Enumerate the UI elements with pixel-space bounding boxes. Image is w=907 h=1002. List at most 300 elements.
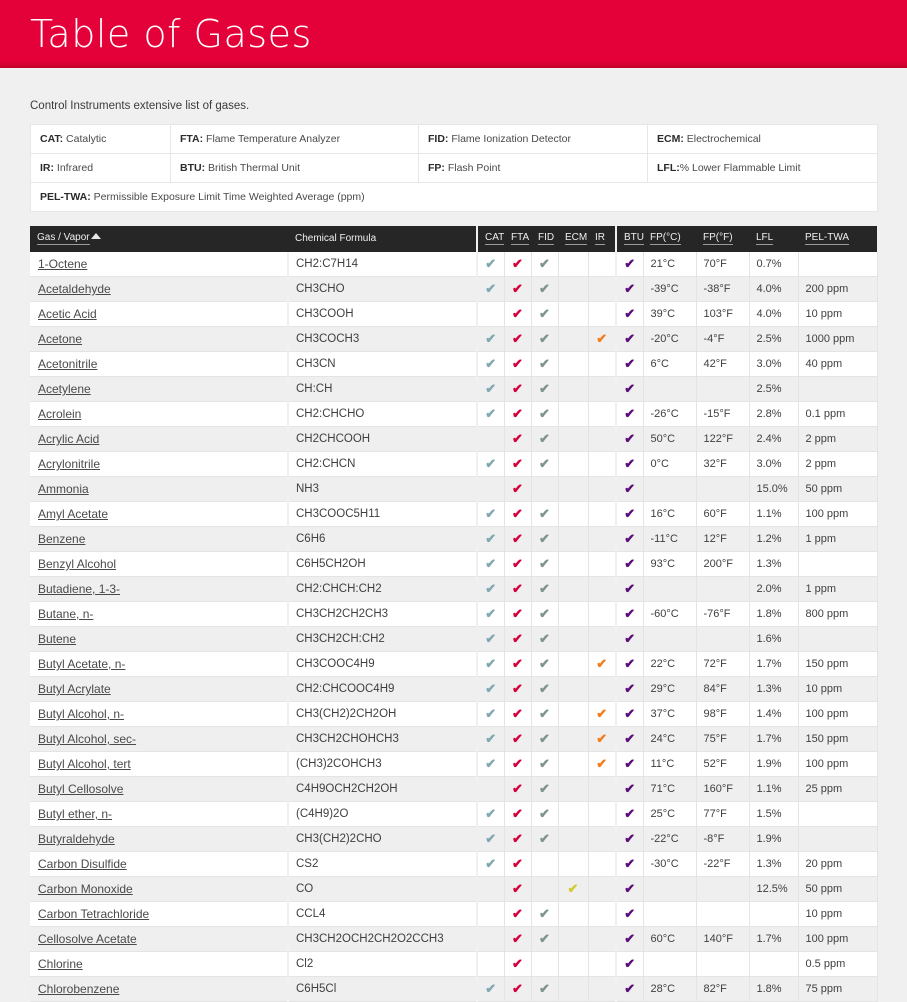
check-icon: ✔: [539, 656, 550, 671]
ecm-check-cell: [558, 502, 588, 527]
gas-name-link[interactable]: Butyl Acrylate: [38, 682, 111, 696]
gas-name-cell: [30, 827, 288, 852]
fpc-cell: 50°C: [643, 427, 696, 452]
check-icon: ✔: [624, 431, 636, 446]
check-icon: ✔: [485, 756, 497, 771]
table-row: [30, 752, 877, 777]
check-icon: ✔: [485, 656, 497, 671]
cat-check-cell: [477, 802, 504, 827]
fpc-cell: [643, 877, 696, 902]
chemical-formula-cell: CH3COOC4H9: [288, 652, 477, 677]
ir-check-cell: [588, 877, 616, 902]
fta-check-cell: [504, 352, 531, 377]
check-icon: ✔: [485, 406, 497, 421]
ecm-check-cell: [558, 602, 588, 627]
check-icon: ✔: [567, 881, 579, 896]
check-icon: ✔: [512, 781, 523, 796]
btu-check-cell: [616, 477, 643, 502]
pel-cell: [798, 252, 877, 277]
gas-name-link[interactable]: Acetone: [38, 332, 83, 346]
check-icon: ✔: [485, 331, 497, 346]
lfl-cell: [749, 902, 798, 927]
table-row: [30, 902, 877, 927]
column-header-lfl[interactable]: [749, 226, 798, 252]
fid-check-cell: [531, 352, 558, 377]
fpc-cell: -30°C: [643, 852, 696, 877]
fid-check-cell: [531, 452, 558, 477]
ir-check-cell: [588, 577, 616, 602]
column-header-gas[interactable]: [30, 226, 288, 252]
gas-name-cell: [30, 902, 288, 927]
ecm-check-cell: [558, 702, 588, 727]
chemical-formula-cell: CO: [288, 877, 477, 902]
table-row: [30, 252, 877, 277]
gas-name-link[interactable]: Chlorobenzene: [38, 982, 120, 996]
pel-cell: [798, 627, 877, 652]
ecm-check-cell: [558, 877, 588, 902]
fpf-cell: 160°F: [696, 777, 749, 802]
table-row: [30, 802, 877, 827]
cat-check-cell: [477, 527, 504, 552]
check-icon: ✔: [624, 706, 636, 721]
legend-abbr: PEL-TWA:: [40, 191, 91, 203]
btu-check-cell: [616, 377, 643, 402]
fta-check-cell: [504, 602, 531, 627]
gas-name-link[interactable]: Carbon Disulfide: [38, 857, 127, 871]
check-icon: ✔: [624, 581, 636, 596]
fpc-cell: 39°C: [643, 302, 696, 327]
check-icon: ✔: [512, 481, 523, 496]
gas-name-cell: [30, 577, 288, 602]
chemical-formula-cell: CH3CH2CHOHCH3: [288, 727, 477, 752]
chemical-formula-cell: CH2:CHCHO: [288, 402, 477, 427]
column-header-label: CAT: [485, 232, 505, 243]
sort-ascending-icon[interactable]: [91, 233, 101, 239]
ir-check-cell: [588, 977, 616, 1002]
check-icon: ✔: [512, 606, 523, 621]
gas-name-link[interactable]: Ammonia: [38, 482, 89, 496]
check-icon: ✔: [539, 556, 550, 571]
gas-name-link[interactable]: Butene: [38, 632, 77, 646]
fid-check-cell: [531, 277, 558, 302]
fta-check-cell: [504, 477, 531, 502]
lfl-cell: 3.0%: [749, 352, 798, 377]
fid-check-cell: [531, 552, 558, 577]
pel-cell: 100 ppm: [798, 502, 877, 527]
fpf-cell: 52°F: [696, 752, 749, 777]
chemical-formula-cell: CH3CH2CH2CH3: [288, 602, 477, 627]
column-header-cat[interactable]: [477, 226, 504, 252]
fpf-cell: 72°F: [696, 652, 749, 677]
fpf-cell: -38°F: [696, 277, 749, 302]
check-icon: ✔: [512, 381, 523, 396]
gas-name-link[interactable]: Butadiene, 1-3-: [38, 582, 121, 596]
fpc-cell: 16°C: [643, 502, 696, 527]
ir-check-cell: [588, 477, 616, 502]
column-header-formula[interactable]: [288, 226, 477, 252]
fta-check-cell: [504, 652, 531, 677]
fpc-cell: 24°C: [643, 727, 696, 752]
gas-name-link[interactable]: Butane, n-: [38, 607, 94, 621]
gas-name-link[interactable]: Carbon Tetrachloride: [38, 907, 150, 921]
fpc-cell: [643, 952, 696, 977]
check-icon: ✔: [624, 606, 636, 621]
check-icon: ✔: [512, 581, 523, 596]
column-header-fta[interactable]: [504, 226, 531, 252]
column-header-ecm[interactable]: [558, 226, 588, 252]
fpf-cell: 82°F: [696, 977, 749, 1002]
page-title: Table of Gases: [30, 12, 312, 56]
fid-check-cell: [531, 602, 558, 627]
lfl-cell: 2.0%: [749, 577, 798, 602]
gas-name-link[interactable]: Acrylonitrile: [38, 457, 101, 471]
chemical-formula-cell: CH3COCH3: [288, 327, 477, 352]
pel-cell: 100 ppm: [798, 752, 877, 777]
cat-check-cell: [477, 677, 504, 702]
gas-name-link[interactable]: Carbon Monoxide: [38, 882, 133, 896]
legend-definition: % Lower Flammable Limit: [679, 162, 801, 174]
ir-check-cell: [588, 677, 616, 702]
pel-cell: 50 ppm: [798, 477, 877, 502]
fpc-cell: 28°C: [643, 977, 696, 1002]
fta-check-cell: [504, 327, 531, 352]
lfl-cell: 1.5%: [749, 802, 798, 827]
fpf-cell: -22°F: [696, 852, 749, 877]
cat-check-cell: [477, 702, 504, 727]
column-header-ir[interactable]: [588, 226, 616, 252]
gas-name-link[interactable]: Acetaldehyde: [38, 282, 111, 296]
table-row: [30, 577, 877, 602]
gas-name-cell: [30, 677, 288, 702]
fta-check-cell: [504, 402, 531, 427]
pel-cell: 40 ppm: [798, 352, 877, 377]
column-header-label: PEL-TWA: [805, 232, 850, 243]
table-row: [30, 627, 877, 652]
ir-check-cell: [588, 602, 616, 627]
fpf-cell: [696, 952, 749, 977]
ir-check-cell: [588, 252, 616, 277]
fid-check-cell: [531, 627, 558, 652]
btu-check-cell: [616, 952, 643, 977]
table-row: [30, 477, 877, 502]
check-icon: ✔: [539, 781, 550, 796]
ecm-check-cell: [558, 252, 588, 277]
gas-name-link[interactable]: Acetic Acid: [38, 307, 97, 321]
lfl-cell: 1.7%: [749, 927, 798, 952]
ecm-check-cell: [558, 802, 588, 827]
cat-check-cell: [477, 302, 504, 327]
ecm-check-cell: [558, 427, 588, 452]
gas-name-cell: [30, 302, 288, 327]
ir-check-cell: [588, 702, 616, 727]
column-header-label: Gas / Vapor: [37, 232, 90, 243]
table-row: [30, 877, 877, 902]
check-icon: ✔: [485, 706, 497, 721]
legend-definition: Electrochemical: [683, 133, 761, 145]
fid-check-cell: [531, 252, 558, 277]
pel-cell: [798, 827, 877, 852]
table-row: [30, 552, 877, 577]
check-icon: ✔: [512, 256, 523, 271]
legend-abbr: FTA:: [180, 133, 204, 145]
lfl-cell: 1.9%: [749, 752, 798, 777]
gas-name-cell: [30, 252, 288, 277]
btu-check-cell: [616, 527, 643, 552]
chemical-formula-cell: CH2:C7H14: [288, 252, 477, 277]
chemical-formula-cell: CH3(CH2)2CH2OH: [288, 702, 477, 727]
legend-abbr: BTU:: [180, 162, 206, 174]
ecm-check-cell: [558, 352, 588, 377]
check-icon: ✔: [539, 806, 550, 821]
fpf-cell: -76°F: [696, 602, 749, 627]
ecm-check-cell: [558, 627, 588, 652]
lfl-cell: [749, 952, 798, 977]
fta-check-cell: [504, 777, 531, 802]
fpf-cell: [696, 577, 749, 602]
gas-name-cell: [30, 552, 288, 577]
legend-abbr: FID:: [428, 133, 449, 145]
chemical-formula-cell: CH3CH2OCH2CH2O2CCH3: [288, 927, 477, 952]
gas-name-link[interactable]: Butyl ether, n-: [38, 807, 113, 821]
gas-name-link[interactable]: Chlorine: [38, 957, 83, 971]
fid-check-cell: [531, 752, 558, 777]
pel-cell: 0.1 ppm: [798, 402, 877, 427]
chemical-formula-cell: CH3CHO: [288, 277, 477, 302]
fpc-cell: -11°C: [643, 527, 696, 552]
fid-check-cell: [531, 952, 558, 977]
legend-abbr: CAT:: [40, 133, 64, 145]
lfl-cell: 12.5%: [749, 877, 798, 902]
gas-name-cell: [30, 627, 288, 652]
column-header-fpf[interactable]: [696, 226, 749, 252]
check-icon: ✔: [485, 356, 497, 371]
check-icon: ✔: [624, 481, 636, 496]
fid-check-cell: [531, 702, 558, 727]
legend-definition: Flame Temperature Analyzer: [203, 133, 341, 145]
ecm-check-cell: [558, 652, 588, 677]
gas-name-link[interactable]: Cellosolve Acetate: [38, 932, 137, 946]
fpc-cell: [643, 902, 696, 927]
check-icon: ✔: [539, 906, 550, 921]
gas-name-link[interactable]: Butyl Alcohol, sec-: [38, 732, 137, 746]
gas-table-body: [30, 252, 877, 1002]
table-row: [30, 652, 877, 677]
legend-cell: [31, 154, 171, 183]
gas-name-link[interactable]: Butyl Acetate, n-: [38, 657, 126, 671]
fpf-cell: 70°F: [696, 252, 749, 277]
btu-check-cell: [616, 802, 643, 827]
fpc-cell: 11°C: [643, 752, 696, 777]
legend-definition: Flash Point: [444, 162, 501, 174]
btu-check-cell: [616, 652, 643, 677]
btu-check-cell: [616, 927, 643, 952]
gas-name-cell: [30, 452, 288, 477]
cat-check-cell: [477, 927, 504, 952]
cat-check-cell: [477, 727, 504, 752]
gas-name-cell: [30, 477, 288, 502]
cat-check-cell: [477, 902, 504, 927]
table-row: [30, 277, 877, 302]
btu-check-cell: [616, 852, 643, 877]
ecm-check-cell: [558, 477, 588, 502]
check-icon: ✔: [624, 906, 636, 921]
fpf-cell: 84°F: [696, 677, 749, 702]
gas-name-cell: [30, 852, 288, 877]
cat-check-cell: [477, 402, 504, 427]
check-icon: ✔: [539, 506, 550, 521]
column-header-fid[interactable]: [531, 226, 558, 252]
gas-name-link[interactable]: Benzyl Alcohol: [38, 557, 117, 571]
check-icon: ✔: [512, 956, 523, 971]
check-icon: ✔: [485, 606, 497, 621]
column-header-pel[interactable]: [798, 226, 877, 252]
btu-check-cell: [616, 252, 643, 277]
gas-name-link[interactable]: Butyl Alcohol, n-: [38, 707, 125, 721]
btu-check-cell: [616, 352, 643, 377]
gas-name-link[interactable]: Acetonitrile: [38, 357, 98, 371]
check-icon: ✔: [624, 656, 636, 671]
check-icon: ✔: [539, 356, 550, 371]
gas-name-cell: [30, 327, 288, 352]
pel-cell: 1 ppm: [798, 577, 877, 602]
fpc-cell: -26°C: [643, 402, 696, 427]
gas-name-cell: [30, 527, 288, 552]
pel-cell: 10 ppm: [798, 902, 877, 927]
ecm-check-cell: [558, 952, 588, 977]
gas-name-link[interactable]: Butyl Alcohol, tert: [38, 757, 131, 771]
ecm-check-cell: [558, 977, 588, 1002]
pel-cell: 1 ppm: [798, 527, 877, 552]
chemical-formula-cell: (CH3)2COHCH3: [288, 752, 477, 777]
column-header-btu[interactable]: [616, 226, 643, 252]
gas-table-header: [30, 226, 877, 252]
cat-check-cell: [477, 277, 504, 302]
check-icon: ✔: [485, 581, 497, 596]
cat-check-cell: [477, 777, 504, 802]
chemical-formula-cell: CH3CN: [288, 352, 477, 377]
check-icon: ✔: [596, 756, 608, 771]
gas-name-cell: [30, 427, 288, 452]
fpf-cell: [696, 627, 749, 652]
fta-check-cell: [504, 702, 531, 727]
lfl-cell: 1.8%: [749, 977, 798, 1002]
gas-name-link[interactable]: Acrolein: [38, 407, 82, 421]
fid-check-cell: [531, 427, 558, 452]
check-icon: ✔: [624, 306, 636, 321]
table-row: [30, 977, 877, 1002]
legend-cell: [171, 125, 419, 154]
gas-name-link[interactable]: Amyl Acetate: [38, 507, 109, 521]
ir-check-cell: [588, 927, 616, 952]
check-icon: ✔: [624, 981, 636, 996]
legend-body: [31, 125, 878, 212]
check-icon: ✔: [539, 256, 550, 271]
check-icon: ✔: [624, 806, 636, 821]
btu-check-cell: [616, 327, 643, 352]
check-icon: ✔: [596, 731, 608, 746]
gas-name-link[interactable]: Butyl Cellosolve: [38, 782, 124, 796]
pel-cell: 10 ppm: [798, 302, 877, 327]
fpf-cell: 140°F: [696, 927, 749, 952]
chemical-formula-cell: NH3: [288, 477, 477, 502]
chemical-formula-cell: CH:CH: [288, 377, 477, 402]
fpc-cell: 71°C: [643, 777, 696, 802]
check-icon: ✔: [624, 631, 636, 646]
cat-check-cell: [477, 502, 504, 527]
fpc-cell: [643, 377, 696, 402]
chemical-formula-cell: CS2: [288, 852, 477, 877]
ecm-check-cell: [558, 902, 588, 927]
cat-check-cell: [477, 577, 504, 602]
fta-check-cell: [504, 277, 531, 302]
fpf-cell: 98°F: [696, 702, 749, 727]
btu-check-cell: [616, 777, 643, 802]
cat-check-cell: [477, 377, 504, 402]
ir-check-cell: [588, 377, 616, 402]
gas-name-link[interactable]: Butyraldehyde: [38, 832, 115, 846]
btu-check-cell: [616, 677, 643, 702]
cat-check-cell: [477, 552, 504, 577]
fpc-cell: [643, 627, 696, 652]
check-icon: ✔: [624, 956, 636, 971]
ir-check-cell: [588, 652, 616, 677]
legend-cell: [648, 125, 878, 154]
fta-check-cell: [504, 852, 531, 877]
check-icon: ✔: [624, 456, 636, 471]
ir-check-cell: [588, 327, 616, 352]
lfl-cell: 1.7%: [749, 652, 798, 677]
fpc-cell: -39°C: [643, 277, 696, 302]
gas-name-link[interactable]: 1-Octene: [38, 257, 88, 271]
gas-name-link[interactable]: Benzene: [38, 532, 86, 546]
check-icon: ✔: [624, 356, 636, 371]
legend-definition: Flame Ionization Detector: [448, 133, 571, 145]
fta-check-cell: [504, 302, 531, 327]
cat-check-cell: [477, 352, 504, 377]
gas-name-link[interactable]: Acetylene: [38, 382, 91, 396]
check-icon: ✔: [539, 456, 550, 471]
gas-name-cell: [30, 402, 288, 427]
pel-cell: 10 ppm: [798, 677, 877, 702]
lfl-cell: 1.2%: [749, 527, 798, 552]
column-header-fpc[interactable]: [643, 226, 696, 252]
legend-abbr: ECM:: [657, 133, 684, 145]
cat-check-cell: [477, 252, 504, 277]
lfl-cell: 2.4%: [749, 427, 798, 452]
check-icon: ✔: [624, 881, 636, 896]
fpf-cell: 60°F: [696, 502, 749, 527]
fpc-cell: 37°C: [643, 702, 696, 727]
check-icon: ✔: [512, 431, 523, 446]
check-icon: ✔: [624, 531, 636, 546]
chemical-formula-cell: Cl2: [288, 952, 477, 977]
lfl-cell: 1.4%: [749, 702, 798, 727]
pel-cell: 25 ppm: [798, 777, 877, 802]
check-icon: ✔: [624, 406, 636, 421]
ecm-check-cell: [558, 852, 588, 877]
check-icon: ✔: [539, 706, 550, 721]
lfl-cell: 4.0%: [749, 277, 798, 302]
page-banner: [0, 0, 907, 68]
ir-check-cell: [588, 852, 616, 877]
fpc-cell: [643, 577, 696, 602]
gas-name-link[interactable]: Acrylic Acid: [38, 432, 100, 446]
check-icon: ✔: [624, 731, 636, 746]
fpc-cell: -60°C: [643, 602, 696, 627]
fid-check-cell: [531, 402, 558, 427]
btu-check-cell: [616, 302, 643, 327]
fid-check-cell: [531, 577, 558, 602]
